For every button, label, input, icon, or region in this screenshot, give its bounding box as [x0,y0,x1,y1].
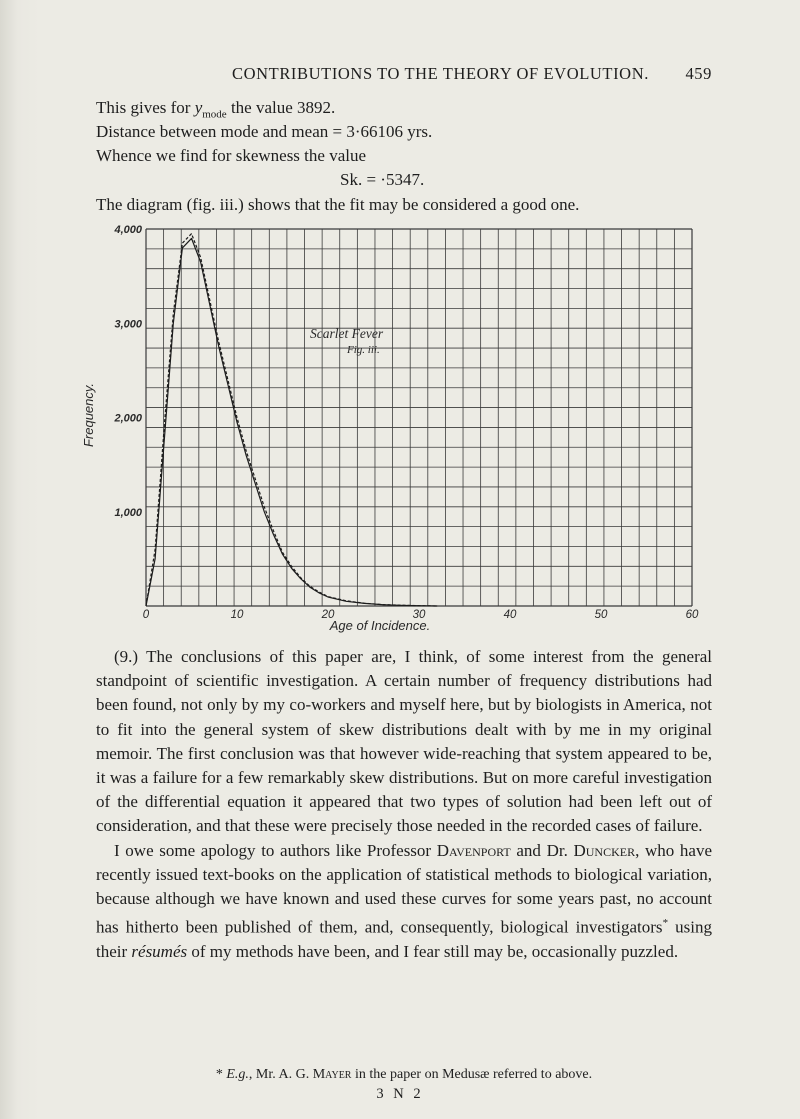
y-tick-label: 2,000 [114,412,142,425]
chart-title: Scarlet Fever [310,326,384,341]
running-head-title: CONTRIBUTIONS TO THE THEORY OF EVOLUTION. [232,64,649,83]
paragraph-9: (9.) The conclusions of this paper are, I think, of some interest from the general standpoint of scientific investigation. A certain number of frequency distributions had been found, not only by my co-workers and myself here, but by biologists in America, not to fit into the general system of skew distributions dealt with by me in my original memoir. The first conclusion was that however wide-reaching that system appeared to be, it was a failure for a few remarkably skew distributions. But on more careful investigation of the differential equation it appeared that two types of solution had been left out of consideration, and that these were precisely those needed in the recorded cases of failure. [96,647,712,836]
y-tick-label: 1,000 [114,506,142,519]
intro-line-1: This gives for $y_{mode}$ the value 3892. [96,98,336,121]
y-axis-label: Frequency. [81,382,96,448]
skewness-formula: Sk. = ·5347. [340,170,425,189]
x-tick-label: 0 [142,609,150,621]
author-davenport: Davenport [436,840,511,860]
x-tick-label: 10 [230,609,244,621]
chart-grid [146,229,692,606]
intro-line-2: Distance between mode and mean = 3·66106 yrs. [96,122,433,141]
x-tick-label: 20 [321,609,335,621]
intro-line-3: Whence we find for skewness the value [96,146,367,165]
footnote: * E.g., Mr. A. G. Mayer in the paper on Medusæ referred to above. [215,1067,593,1082]
footnote-mark: * [662,917,669,930]
x-axis-label: Age of Incidence. [329,618,431,633]
observed-frequency-curve [146,234,437,606]
author-duncker: Duncker [573,840,636,860]
body-text [96,645,712,964]
intro-line-4: The diagram (fig. iii.) shows that the fit may be considered a good one. [96,195,580,214]
signature-mark: 3 N 2 [376,1086,424,1102]
y-tick-label: 3,000 [114,318,142,331]
axis-tick-labels [113,224,699,621]
x-tick-label: 30 [412,609,426,621]
page-number: 459 [685,64,712,83]
chart-curves [146,234,437,606]
chart-subtitle: Fig. iii. [347,344,380,356]
x-tick-label: 50 [594,609,608,621]
paragraph-apology: I owe some apology to authors like Professor Davenport and Dr. Duncker, who have recently issued text-books on the application of statistical methods to biological variation, because although we have known and used these curves for some years past, no account has hitherto been published of them, and, consequently, biological investigators* using their résumés of my methods have been, and I fear still may be, occasionally puzzled. [96,840,713,962]
y-variable: y [194,98,203,117]
x-tick-label: 40 [503,609,517,621]
mode-subscript: mode [202,108,227,121]
x-tick-label: 60 [685,609,699,621]
y-tick-label: 4,000 [114,224,142,236]
fitted-frequency-curve [146,238,437,606]
